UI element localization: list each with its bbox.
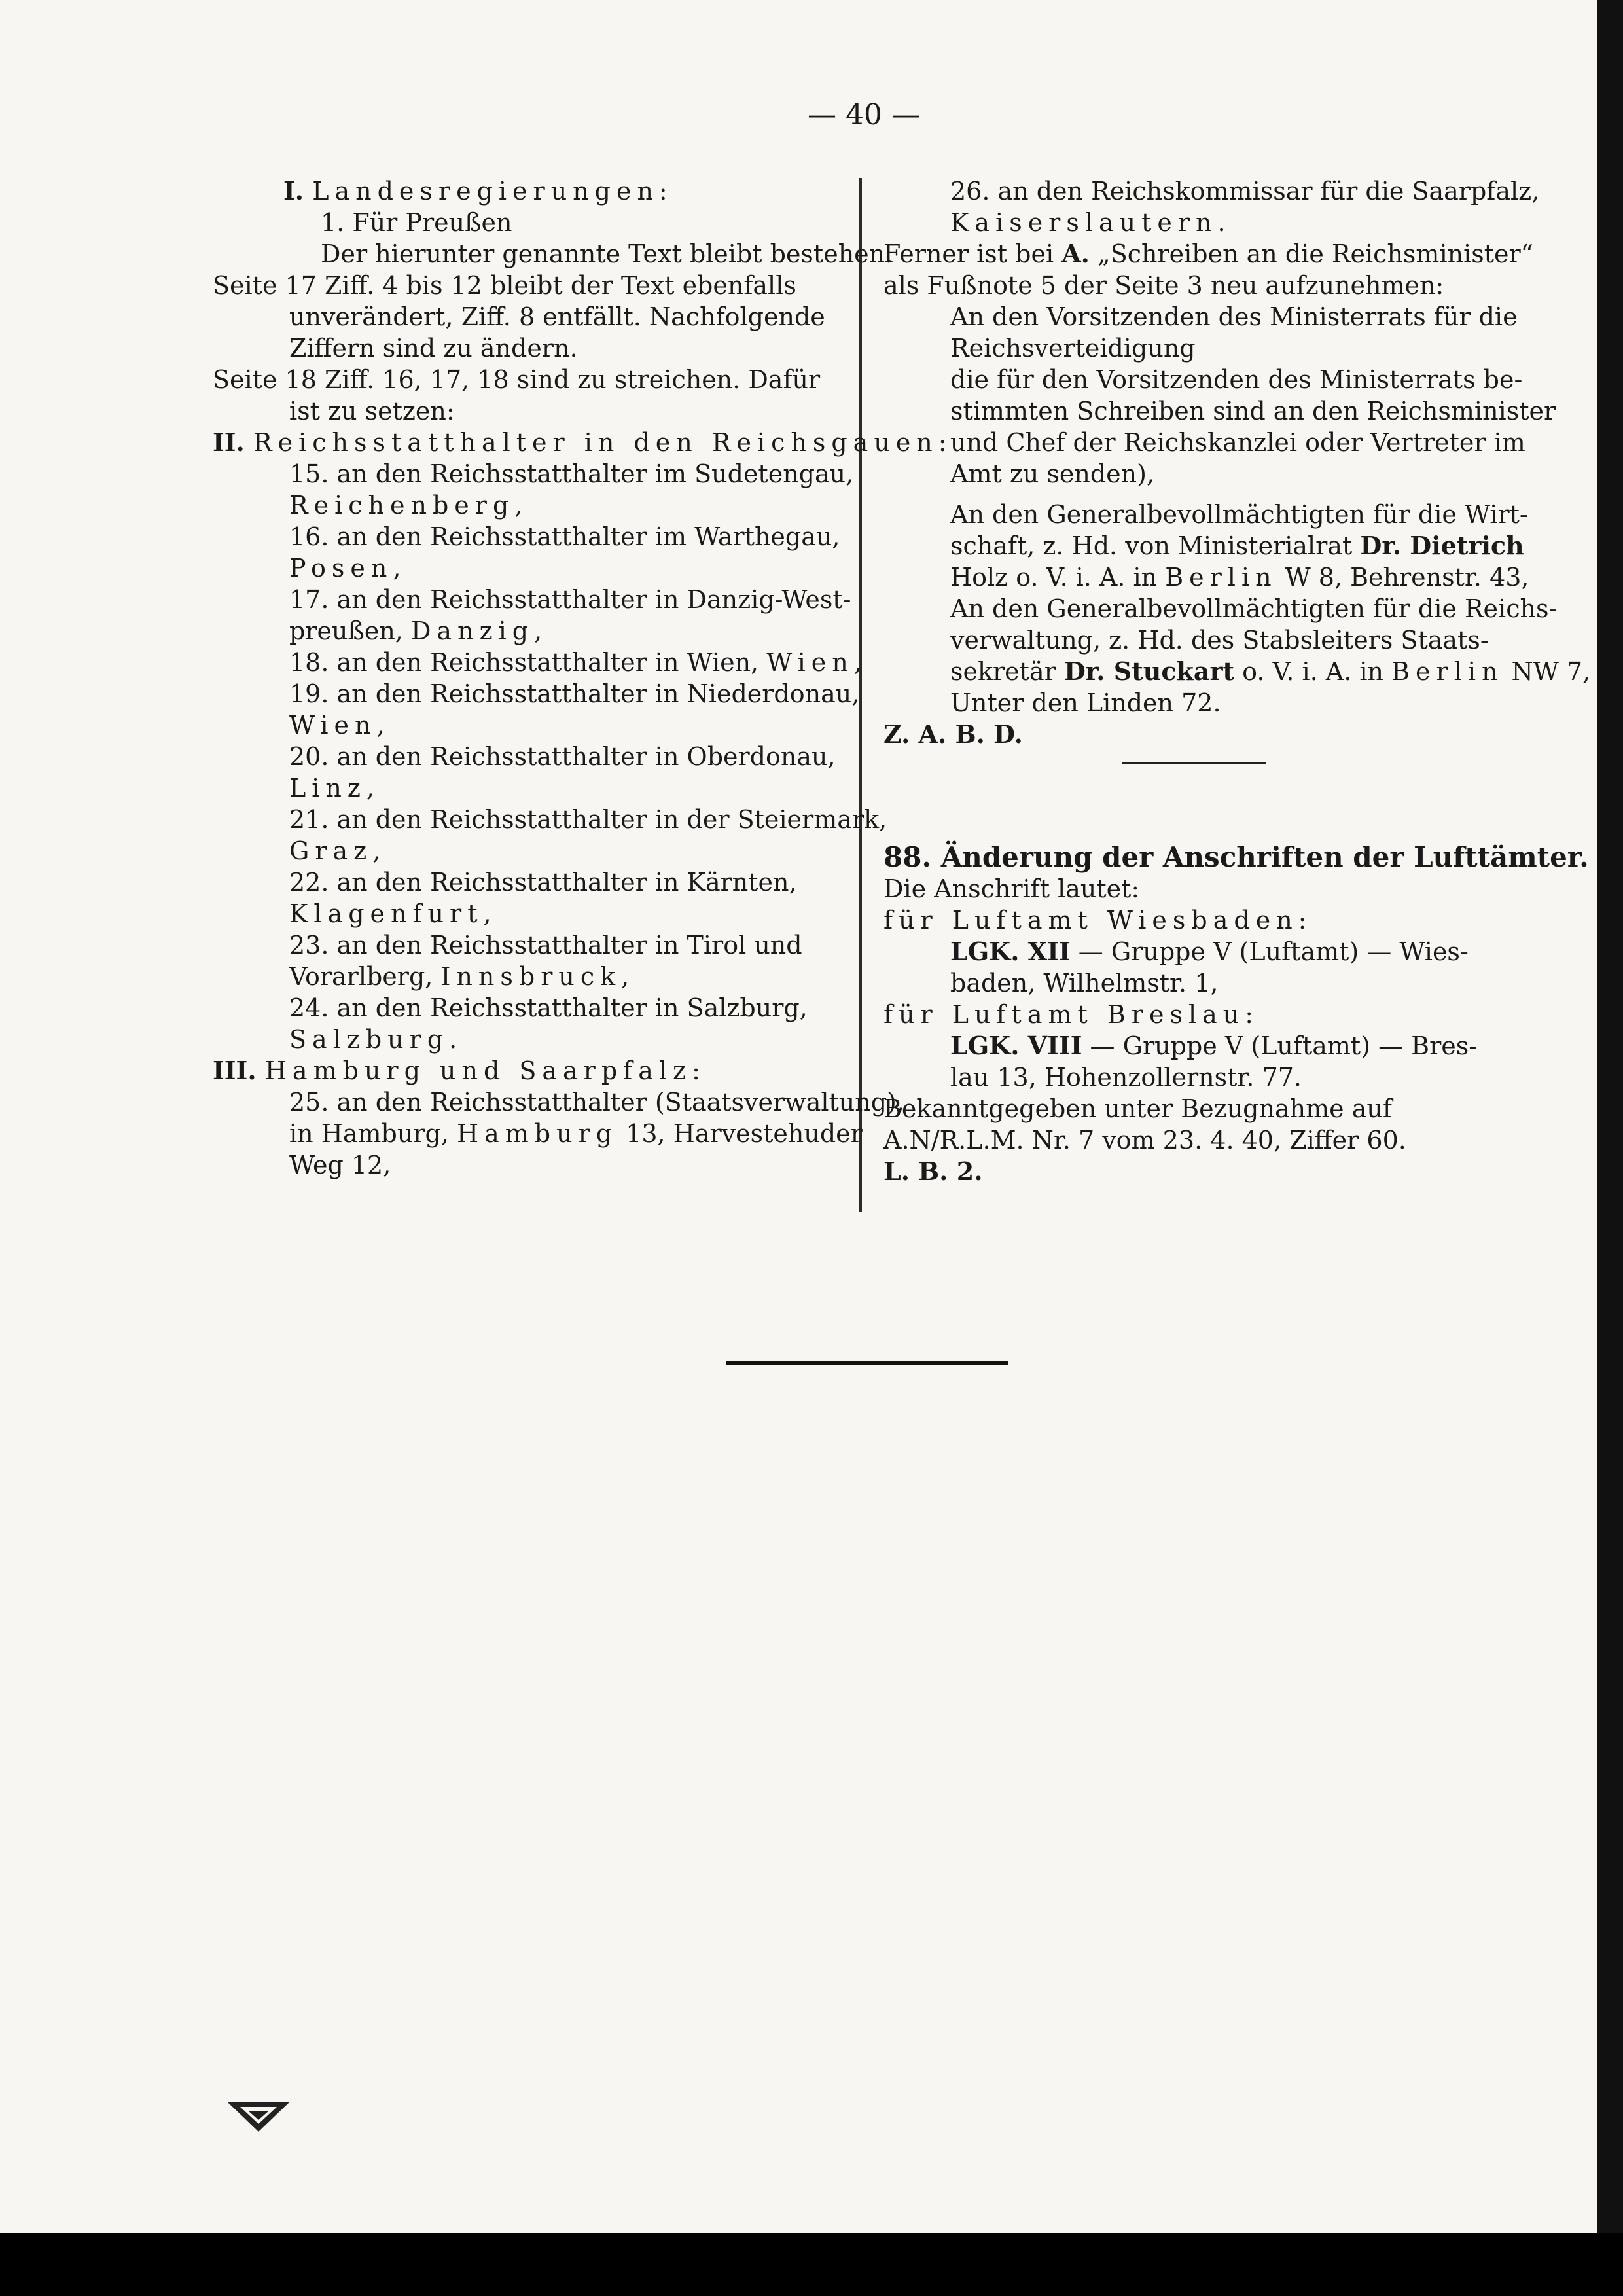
text-run: Z. A. B. D. bbox=[883, 719, 1023, 749]
text-run: Dr. Stuckart bbox=[1063, 656, 1235, 686]
text-run: sekretär bbox=[950, 657, 1064, 686]
text-run: Linz, bbox=[289, 774, 380, 802]
text-line bbox=[883, 238, 1534, 270]
text-line bbox=[213, 867, 851, 898]
text-line bbox=[883, 687, 1512, 719]
paragraph-gap bbox=[883, 490, 1512, 499]
text-run: Die Anschrift lautet: bbox=[883, 874, 1140, 903]
text-run: I. bbox=[283, 176, 313, 206]
text-run: An den Generalbevollmächtigten für die Wirt- bbox=[950, 500, 1528, 529]
text-line bbox=[883, 1156, 1512, 1187]
text-run: Innsbruck, bbox=[440, 962, 635, 991]
text-run: II. bbox=[213, 427, 254, 457]
right-column bbox=[883, 175, 1591, 1187]
text-run: Danzig, bbox=[410, 617, 548, 645]
text-line bbox=[883, 593, 1558, 624]
text-run: Berlin bbox=[1165, 563, 1277, 592]
text-run: 22. an den Reichsstatthalter in Kärnten, bbox=[289, 868, 797, 897]
text-run: Holz o. V. i. A. in bbox=[950, 563, 1166, 592]
text-line bbox=[213, 772, 851, 804]
text-line bbox=[213, 332, 851, 364]
text-run: Hamburg und Saarpfalz: bbox=[264, 1056, 706, 1085]
text-line bbox=[883, 873, 1512, 905]
text-run: die für den Vorsitzenden des Ministerrats be- bbox=[950, 365, 1523, 394]
text-line bbox=[213, 270, 851, 301]
text-run: LGK. XII bbox=[950, 937, 1071, 966]
text-line bbox=[213, 647, 868, 678]
eagle-emblem-icon bbox=[226, 2098, 291, 2137]
text-run: stimmten Schreiben sind an den Reichsminister bbox=[950, 397, 1556, 425]
scan-edge-right bbox=[1597, 0, 1623, 2296]
text-line bbox=[213, 207, 851, 238]
text-line bbox=[883, 301, 1518, 332]
text-run: An den Generalbevollmächtigten für die Reichs- bbox=[950, 594, 1558, 623]
text-run: 13, Harvestehuder bbox=[618, 1119, 863, 1148]
text-line bbox=[213, 458, 854, 490]
text-line bbox=[883, 427, 1525, 458]
text-run: III. bbox=[213, 1056, 265, 1085]
text-run: Klagenfurt, bbox=[289, 899, 497, 928]
text-run: L. B. 2. bbox=[883, 1157, 983, 1186]
end-rule bbox=[726, 1361, 1008, 1365]
text-run: für Luftamt Breslau: bbox=[883, 1000, 1260, 1029]
text-run: Wien, bbox=[289, 711, 391, 740]
text-run: unverändert, Ziff. 8 entfällt. Nachfolgende bbox=[289, 302, 825, 331]
text-line bbox=[213, 929, 851, 961]
text-run: 17. an den Reichsstatthalter in Danzig-West- bbox=[289, 585, 851, 614]
text-line bbox=[883, 364, 1523, 395]
text-run: „Schreiben an die Reichsminister“ bbox=[1089, 240, 1534, 268]
text-line bbox=[213, 1086, 904, 1118]
text-line bbox=[213, 804, 887, 835]
column-divider bbox=[859, 178, 862, 1212]
text-run: Landesregierungen: bbox=[312, 177, 673, 206]
text-line bbox=[213, 490, 851, 521]
text-run: 25. an den Reichsstatthalter (Staatsverwaltung), bbox=[289, 1088, 904, 1117]
text-run: in Hamburg, bbox=[289, 1119, 457, 1148]
text-line bbox=[213, 961, 851, 992]
text-line bbox=[883, 905, 1512, 936]
text-run: — Gruppe V (Luftamt) — Wies- bbox=[1070, 937, 1469, 966]
text-line bbox=[213, 238, 893, 270]
text-line bbox=[213, 364, 851, 395]
text-run: als Fußnote 5 der Seite 3 neu aufzunehmen: bbox=[883, 271, 1444, 300]
text-run: Kaiserslautern. bbox=[950, 208, 1232, 237]
text-run: für Luftamt Wiesbaden: bbox=[883, 906, 1313, 935]
text-line bbox=[883, 999, 1512, 1030]
text-run: o. V. i. A. in bbox=[1234, 657, 1392, 686]
text-run: und Chef der Reichskanzlei oder Vertreter im bbox=[950, 428, 1525, 457]
text-line bbox=[883, 270, 1512, 301]
text-line bbox=[883, 499, 1528, 530]
text-run: Hamburg bbox=[456, 1119, 618, 1148]
text-line bbox=[883, 719, 1512, 750]
text-line bbox=[883, 332, 1512, 364]
text-line bbox=[883, 458, 1512, 490]
text-line bbox=[883, 624, 1512, 656]
text-line bbox=[883, 1093, 1512, 1124]
text-run: NW 7, bbox=[1503, 657, 1591, 686]
text-line bbox=[883, 1062, 1512, 1093]
text-line bbox=[213, 1118, 863, 1149]
text-line bbox=[213, 678, 860, 709]
text-line bbox=[213, 741, 851, 772]
text-run: Berlin bbox=[1391, 657, 1504, 686]
scan-edge-bottom bbox=[0, 2233, 1623, 2296]
text-run: 26. an den Reichskommissar für die Saarpfalz, bbox=[950, 177, 1540, 206]
text-run: Reichsverteidigung bbox=[950, 334, 1196, 363]
text-line bbox=[883, 936, 1512, 967]
text-line bbox=[213, 615, 851, 647]
text-run: schaft, z. Hd. von Ministerialrat bbox=[950, 531, 1361, 560]
section-separator bbox=[1122, 762, 1266, 764]
text-run: A.N/R.L.M. Nr. 7 vom 23. 4. 40, Ziffer 60. bbox=[883, 1126, 1406, 1155]
text-line bbox=[883, 656, 1591, 687]
text-run: Bekanntgegeben unter Bezugnahme auf bbox=[883, 1094, 1392, 1123]
text-run: preußen, bbox=[289, 617, 411, 645]
text-run: Dr. Dietrich bbox=[1360, 531, 1524, 560]
text-run: 20. an den Reichsstatthalter in Oberdonau, bbox=[289, 742, 836, 771]
text-run: Unter den Linden 72. bbox=[950, 689, 1221, 717]
text-line bbox=[883, 841, 1589, 873]
text-run: 1. Für Preußen bbox=[321, 208, 512, 237]
text-run: W 8, Behrenstr. 43, bbox=[1277, 563, 1529, 592]
text-line bbox=[883, 530, 1524, 562]
text-run: Vorarlberg, bbox=[289, 962, 441, 991]
text-run: Weg 12, bbox=[289, 1151, 391, 1179]
text-line bbox=[213, 835, 851, 867]
text-line bbox=[213, 584, 851, 615]
text-line bbox=[213, 709, 851, 741]
text-run: 15. an den Reichsstatthalter im Sudetengau, bbox=[289, 459, 854, 488]
text-run: Reichenberg, bbox=[289, 491, 529, 520]
text-run: Amt zu senden), bbox=[950, 459, 1155, 488]
text-run: Seite 18 Ziff. 16, 17, 18 sind zu streichen. Dafür bbox=[213, 365, 821, 394]
text-run: Posen, bbox=[289, 554, 407, 583]
text-run: Reichsstatthalter in den Reichsgauen: bbox=[253, 428, 953, 457]
text-run: A. bbox=[1061, 239, 1090, 268]
text-run: verwaltung, z. Hd. des Stabsleiters Staats- bbox=[950, 626, 1489, 655]
text-line bbox=[213, 992, 851, 1024]
text-run: lau 13, Hohenzollernstr. 77. bbox=[950, 1063, 1302, 1092]
text-line bbox=[883, 395, 1556, 427]
text-run: 18. an den Reichsstatthalter in Wien, bbox=[289, 648, 767, 677]
text-line bbox=[213, 301, 851, 332]
text-run: 19. an den Reichsstatthalter in Niederdonau, bbox=[289, 679, 860, 708]
text-run: Der hierunter genannte Text bleibt bestehen. bbox=[321, 240, 893, 268]
text-line bbox=[883, 1124, 1512, 1156]
text-run: Seite 17 Ziff. 4 bis 12 bleibt der Text ebenfalls bbox=[213, 271, 796, 300]
text-line bbox=[883, 175, 1540, 207]
text-run: ist zu setzen: bbox=[289, 397, 455, 425]
text-line bbox=[213, 521, 851, 552]
text-line bbox=[213, 898, 851, 929]
text-run: Ferner ist bei bbox=[883, 240, 1062, 268]
text-line bbox=[213, 1024, 851, 1055]
text-line bbox=[213, 175, 851, 207]
text-run: Graz, bbox=[289, 836, 387, 865]
text-line bbox=[883, 562, 1529, 593]
text-run: 23. an den Reichsstatthalter in Tirol und bbox=[289, 931, 802, 960]
text-line bbox=[883, 207, 1512, 238]
text-run: Ziffern sind zu ändern. bbox=[289, 334, 578, 363]
text-line bbox=[213, 1149, 851, 1181]
text-run: Salzburg. bbox=[289, 1025, 463, 1054]
section-heading: 88. Änderung der Anschriften der Lufttämter. bbox=[883, 841, 1589, 873]
text-run: 24. an den Reichsstatthalter in Salzburg, bbox=[289, 994, 808, 1022]
text-run: 21. an den Reichsstatthalter in der Steiermark, bbox=[289, 805, 887, 834]
text-line bbox=[213, 427, 953, 458]
text-line bbox=[213, 1055, 851, 1086]
text-run: An den Vorsitzenden des Ministerrats für die bbox=[950, 302, 1518, 331]
text-line bbox=[213, 552, 851, 584]
text-run: Wien, bbox=[766, 648, 868, 677]
text-run: baden, Wilhelmstr. 1, bbox=[950, 969, 1219, 997]
text-line bbox=[883, 967, 1512, 999]
page-number: — 40 — bbox=[808, 98, 920, 132]
text-run: — Gruppe V (Luftamt) — Bres- bbox=[1082, 1031, 1478, 1060]
text-run: LGK. VIII bbox=[950, 1031, 1082, 1060]
text-line bbox=[213, 395, 851, 427]
text-line bbox=[883, 1030, 1512, 1062]
section-spacer bbox=[883, 750, 1512, 842]
text-run: 16. an den Reichsstatthalter im Warthegau, bbox=[289, 522, 840, 551]
